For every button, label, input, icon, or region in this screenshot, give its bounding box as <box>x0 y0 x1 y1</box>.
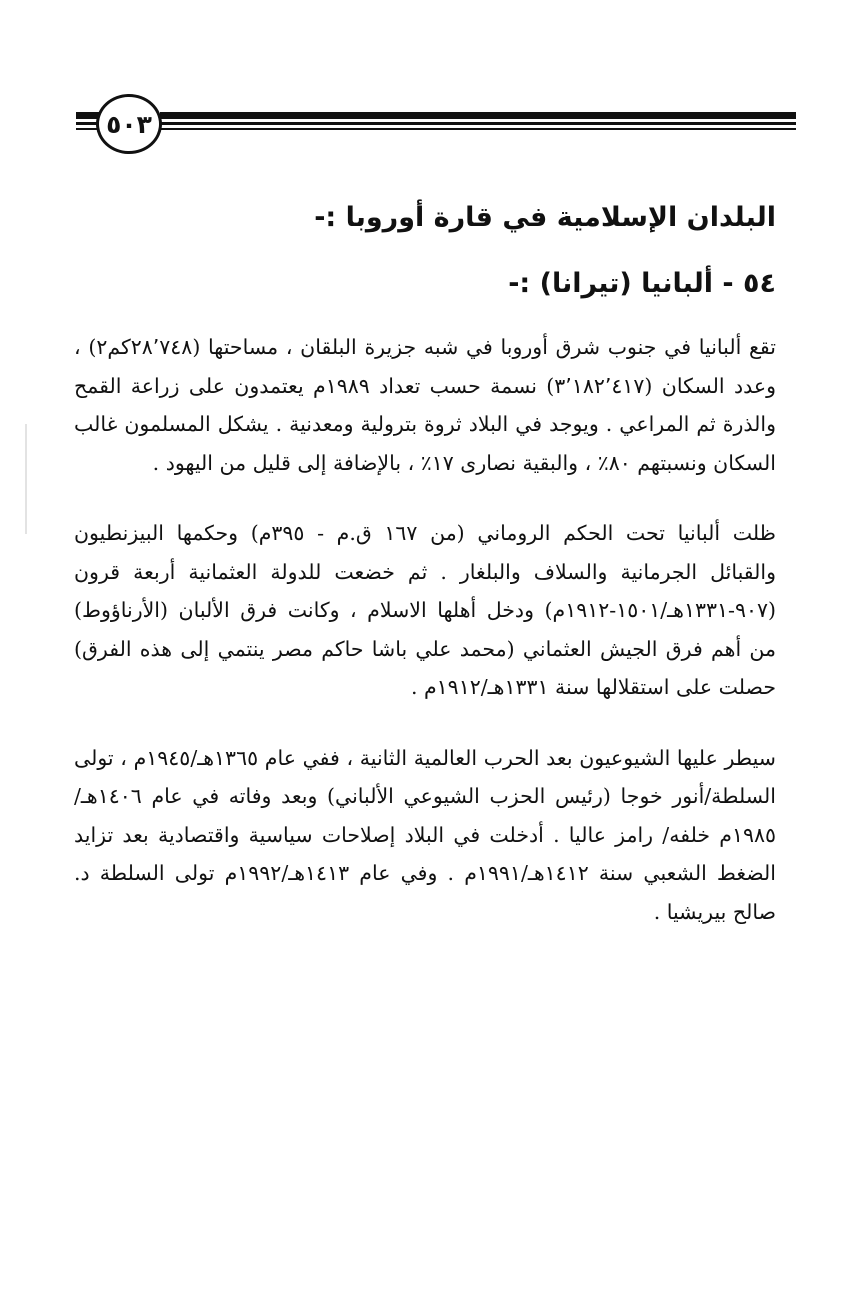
page-body <box>74 198 776 931</box>
scan-margin-mark <box>25 424 27 534</box>
paragraph-geography: تقع ألبانيا في جنوب شرق أوروبا في شبه جزيرة البلقان ، مساحتها (٢٨٬٧٤٨كم٢) ، وعدد السكان (٣٬١٨٢٬٤١٧) نسمة حسب تعداد ١٩٨٩م يعتمدون على زراعة القمح والذرة ثم المراعي . ويوجد في البلاد ثروة بترولية ومعدنية . يشكل المسلمون غالب السكان ونسبتهم ٨٠٪ ، والبقية نصارى ١٧٪ ، بالإضافة إلى قليل من اليهود . <box>74 335 776 475</box>
paragraph-modern: سيطر عليها الشيوعيون بعد الحرب العالمية الثانية ، ففي عام ١٣٦٥هـ/١٩٤٥م ، تولى السلطة/أنور خوجا (رئيس الحزب الشيوعي الألباني) وبعد وفاته في عام ١٤٠٦هـ/١٩٨٥م خلفه/ رامز عاليا . أدخلت في البلاد إصلاحات سياسية واقتصادية بعد تزايد الضغط الشعبي سنة ١٤١٢هـ/١٩٩١م . وفي عام ١٤١٣هـ/١٩٩٢م تولى السلطة د. صالح بيريشيا . <box>74 745 776 924</box>
page-number: ٥٠٣ <box>96 94 162 154</box>
header-rule-thin <box>160 128 796 130</box>
paragraph-history: ظلت ألبانيا تحت الحكم الروماني (من ١٦٧ ق.م - ٣٩٥م) وحكمها البيزنطيون والقبائل الجرمانية والسلاف والبلغار . ثم خضعت للدولة العثمانية أربعة قرون (٩٠٧-١٣٣١هـ/١٥٠١-١٩١٢م) ودخل أهلها الاسلام ، وكانت فرق الألبان (الأرناؤوط) من أهم فرق الجيش العثماني (محمد علي باشا حاكم مصر ينتمي إلى هذه الفرق) حصلت على استقلالها سنة ١٣٣١هـ/١٩١٢م . <box>74 521 776 699</box>
country-title: ٥٤ - ألبانيا (تيرانا) :- <box>508 268 776 299</box>
header-rule-medium <box>160 122 796 125</box>
page-header <box>0 0 853 170</box>
header-rule-thick <box>160 112 796 119</box>
section-title: البلدان الإسلامية في قارة أوروبا :- <box>314 202 776 233</box>
